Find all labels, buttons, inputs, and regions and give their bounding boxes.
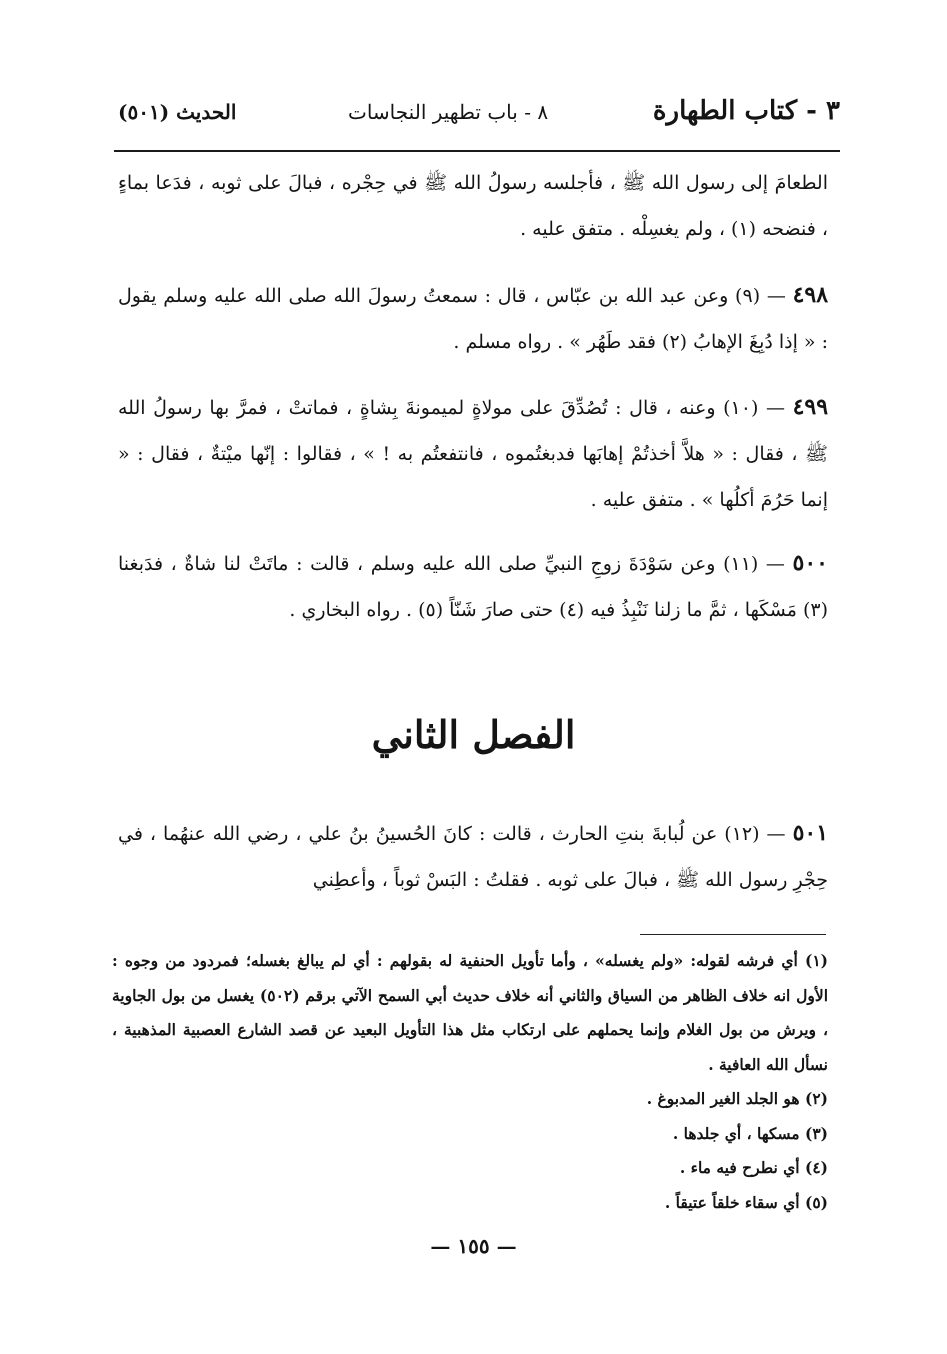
page-header <box>118 88 840 148</box>
page-number: — ١٥٥ — <box>430 1234 517 1258</box>
hadith-number: ٥٠١ <box>792 820 829 846</box>
hadith-501 <box>118 810 828 903</box>
section-heading: الفصل الثاني <box>371 712 576 757</box>
footnote-3: (٣) مسكها ، أي جلدها . <box>672 1123 828 1143</box>
paragraph-text: الطعامَ إلى رسول الله ﷺ ، فأجلسه رسولُ الله ﷺ في حِجْره ، فبالَ على ثوبه ، فدَعا بماءٍ ، فنضحه (١) ، ولم يغسِلْه . متفق عليه . <box>118 172 828 240</box>
hadith-498 <box>118 272 828 365</box>
hadith-499 <box>118 384 828 523</box>
footnote-2: (٢) هو الجلد الغير المدبوغ . <box>646 1089 828 1108</box>
paragraph-text: — (١١) وعن سَوْدَةَ زوجِ النبيِّ صلى الله عليه وسلم ، قالت : ماتَتْ لنا شاةٌ ، فدَبغنا (٣) مَسْكَها ، ثمَّ ما زلنا نَنْبِذُ فيه (٤) حتى صارَ شَنّاً (٥) . رواه البخاري . <box>118 553 828 621</box>
hadith-number: ٤٩٨ <box>792 282 829 308</box>
footnote-5: (٥) أي سقاء خلقاً عتيقاً . <box>664 1192 828 1212</box>
footnote-1: (١) أي فرشه لقوله: «ولم يغسله» ، وأما تأويل الحنفية له بقولهم : أي لم يبالغ بغسله؛ فمردود من وجوه : الأول انه خلاف الظاهر من السياق والثاني أنه خلاف حديث أبي السمح الآتي برقم (٥٠٢) يغسل من بول الجاوية ، ويرش من بول الغلام وإنما يحملهم على ارتكاب مثل هذا التأويل البعيد عن قصد الشارع العصبية المذهبية ، نسأل الله العافية . <box>112 951 828 1074</box>
paragraph-text: — (٩) وعن عبد الله بن عبّاس ، قال : سمعتُ رسولَ الله صلى الله عليه وسلم يقول : « إذا دُبِغَ الإهابُ (٢) فقد طَهُر » . رواه مسلم . <box>118 285 828 353</box>
footnote-divider <box>640 934 826 935</box>
footnote-4: (٤) أي نطرح فيه ماء . <box>679 1158 828 1177</box>
paragraph-text: — (١٢) عن لُبابةَ بنتِ الحارث ، قالت : كانَ الحُسينُ بنُ علي ، رضي الله عنهُما ، في حِجْرِ رسول الله ﷺ ، فبالَ على ثوبه . فقلتُ : البَسْ ثوباً ، وأعطِني <box>118 823 828 891</box>
paragraph-continued <box>118 160 828 252</box>
hadith-number: ٤٩٩ <box>792 394 829 420</box>
paragraph-text: — (١٠) وعنه ، قال : تُصُدِّقَ على مولاةٍ لميمونةَ بِشاةٍ ، فماتتْ ، فمرَّ بها رسولُ الله ﷺ ، فقال : « هلاَّ أخذتُمْ إهابَها فدبغتُموه ، فانتفعتُم به ! » ، فقالوا : إنّها ميْتةٌ ، فقال : « إنما حَرُمَ أكلُها » . متفق عليه . <box>118 397 828 511</box>
hadith-number: ٥٠٠ <box>792 550 828 576</box>
hadith-reference: الحديث (٥٠١) <box>118 100 237 124</box>
header-divider <box>114 150 840 152</box>
section-running-title: ٨ - باب تطهير النجاسات <box>348 100 549 124</box>
footnotes <box>112 944 828 1220</box>
hadith-500 <box>118 540 828 633</box>
chapter-title: ٣ - كتاب الطهارة <box>652 96 840 126</box>
